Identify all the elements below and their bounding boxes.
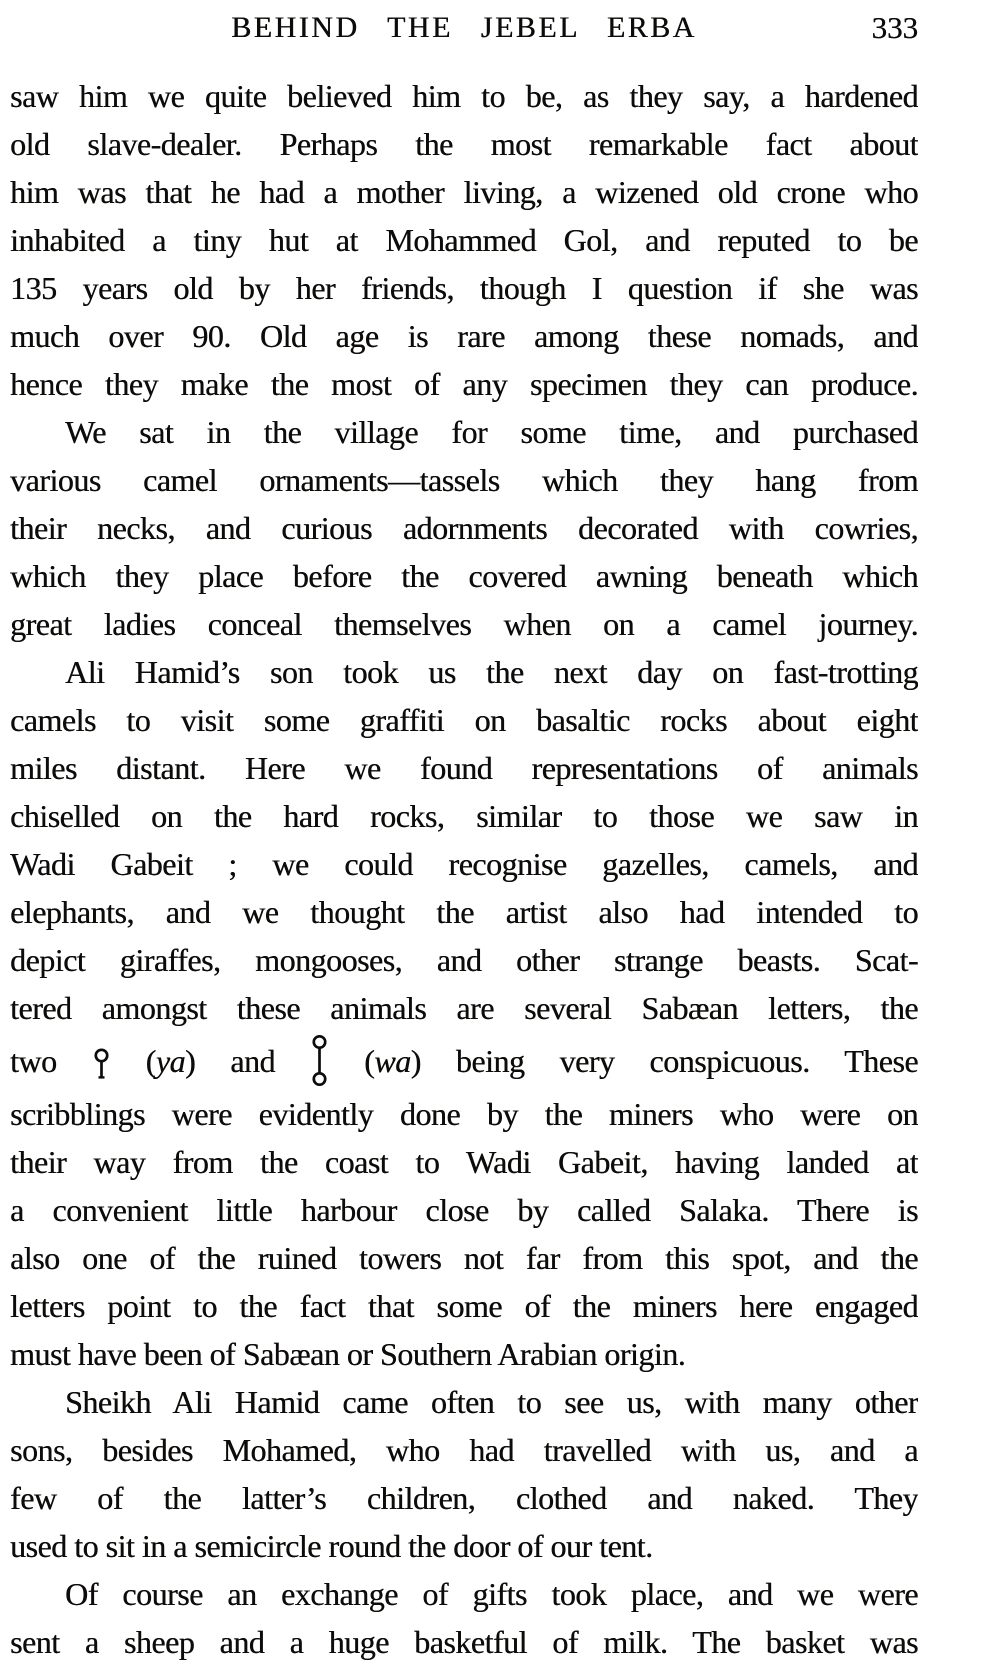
text-line: sons, besides Mohamed, who had travelled with us, and a: [10, 1432, 918, 1468]
text-line: hence they make the most of any specimen they can produce.: [10, 366, 918, 402]
text-line: also one of the ruined towers not far from this spot, and the: [10, 1240, 918, 1276]
text-line: must have been of Sabæan or Southern Arabian origin.: [10, 1336, 686, 1372]
text-line: letters point to the fact that some of the miners here engaged: [10, 1288, 918, 1324]
text-line: their way from the coast to Wadi Gabeit, having landed at: [10, 1144, 918, 1180]
text-line: two (ya) and (wa) being very conspicuous. These: [10, 1032, 918, 1090]
italic-term: ya: [155, 1043, 186, 1079]
sabaean-wa-glyph: [310, 1032, 329, 1090]
text-line: Of course an exchange of gifts took place, and we were: [65, 1576, 918, 1612]
text-line: chiselled on the hard rocks, similar to those we saw in: [10, 798, 918, 834]
text-line: which they place before the covered awning beneath which: [10, 558, 918, 594]
italic-term: wa: [374, 1043, 411, 1079]
text-line: various camel ornaments—tassels which they hang from: [10, 462, 918, 498]
text-line: saw him we quite believed him to be, as they say, a hardened: [10, 78, 918, 114]
text-line: elephants, and we thought the artist also had intended to: [10, 894, 918, 930]
text-line: a convenient little harbour close by called Salaka. There is: [10, 1192, 918, 1228]
text-line: miles distant. Here we found representations of animals: [10, 750, 918, 786]
page-number: 333: [871, 10, 918, 45]
text-line: great ladies conceal themselves when on a camel journey.: [10, 606, 918, 642]
page-header: [10, 8, 918, 50]
text-line: scribblings were evidently done by the miners who were on: [10, 1096, 918, 1132]
text-line: sent a sheep and a huge basketful of milk. The basket was: [10, 1624, 918, 1660]
text-line: depict giraffes, mongooses, and other strange beasts. Scat-: [10, 942, 918, 978]
text-line: old slave-dealer. Perhaps the most remarkable fact about: [10, 126, 918, 162]
text-line: Sheikh Ali Hamid came often to see us, with many other: [65, 1384, 918, 1420]
text-line: 135 years old by her friends, though I question if she was: [10, 270, 918, 306]
text-line: their necks, and curious adornments decorated with cowries,: [10, 510, 918, 546]
text-line: inhabited a tiny hut at Mohammed Gol, and reputed to be: [10, 222, 918, 258]
text-line: tered amongst these animals are several Sabæan letters, the: [10, 990, 918, 1026]
text-line: camels to visit some graffiti on basaltic rocks about eight: [10, 702, 918, 738]
sabaean-ya-glyph: [92, 1032, 111, 1090]
text-line: used to sit in a semicircle round the door of our tent.: [10, 1528, 653, 1564]
book-page: [0, 8, 1000, 1665]
page-title: BEHIND THE JEBEL ERBA: [231, 11, 697, 44]
text-line: few of the latter’s children, clothed and naked. They: [10, 1480, 918, 1516]
text-line: Ali Hamid’s son took us the next day on fast-trotting: [65, 654, 918, 690]
page-text: [10, 72, 918, 1665]
text-line: Wadi Gabeit ; we could recognise gazelles, camels, and: [10, 846, 918, 882]
text-line: much over 90. Old age is rare among these nomads, and: [10, 318, 918, 354]
text-line: him was that he had a mother living, a wizened old crone who: [10, 174, 918, 210]
text-line: We sat in the village for some time, and purchased: [65, 414, 918, 450]
